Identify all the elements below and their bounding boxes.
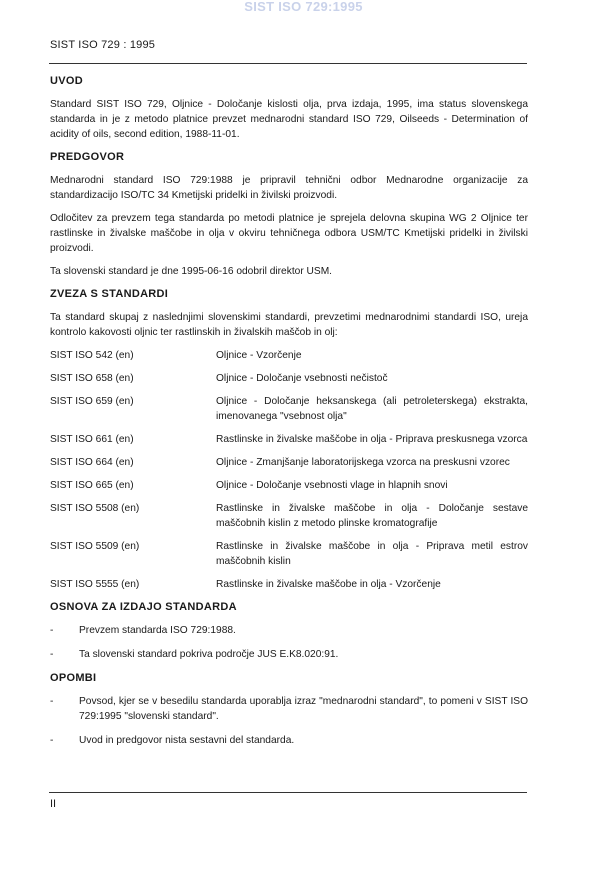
footer-divider (49, 792, 527, 793)
standard-title: Rastlinske in živalske maščobe in olja - Priprava preskusnega vzorca (216, 434, 528, 445)
list-item (50, 623, 528, 638)
page-number: II (50, 798, 57, 810)
section-predgovor (50, 150, 528, 279)
header-divider (49, 63, 527, 64)
standard-code: SIST ISO 5508 (en) (50, 503, 140, 514)
dash-bullet: - (50, 649, 54, 660)
standard-code: SIST ISO 5509 (en) (50, 541, 140, 552)
list-item-text: Prevzem standarda ISO 729:1988. (79, 625, 236, 636)
list-item (50, 647, 528, 662)
zveza-heading: ZVEZA S STANDARDI (50, 288, 169, 300)
zveza-intro: Ta standard skupaj z naslednjimi slovenskimi standardi, prevzetimi mednarodnimi standardi ISO, ureja kontrolo kakovosti oljnic ter rastlinskih in živalskih maščob in olj: (50, 312, 528, 338)
section-osnova (50, 600, 528, 662)
standard-title: Rastlinske in živalske maščobe in olja - Določanje sestave maščobnih kislin z metodo plinske kromatografije (216, 503, 528, 529)
standard-row (50, 348, 528, 363)
predgovor-paragraph: Odločitev za prevzem tega standarda po metodi platnice je sprejela delovna skupina WG 2 Oljnice ter rastlinske in živalske maščobe in olja v okviru tehničnega odbora USM/TC Kmetijski pridelki in živilski proizvodi. (50, 213, 528, 254)
osnova-heading: OSNOVA ZA IZDAJO STANDARDA (50, 601, 237, 613)
standard-title: Oljnice - Določanje vsebnosti vlage in hlapnih snovi (216, 480, 448, 491)
standard-title: Oljnice - Določanje vsebnosti nečistoč (216, 373, 388, 384)
watermark: SIST ISO 729:1995 (244, 0, 363, 14)
predgovor-paragraph: Mednarodni standard ISO 729:1988 je pripravil tehnični odbor Mednarodne organizacije za standardizacijo ISO/TC 34 Kmetijski pridelki in živilski proizvodi. (50, 175, 528, 201)
standard-row (50, 501, 528, 531)
predgovor-paragraph: Ta slovenski standard je dne 1995-06-16 odobril direktor USM. (50, 266, 333, 277)
dash-bullet: - (50, 696, 54, 707)
section-uvod (50, 74, 528, 142)
document-id-header: SIST ISO 729 : 1995 (50, 39, 156, 51)
standard-row (50, 394, 528, 424)
standard-code: SIST ISO 5555 (en) (50, 579, 140, 590)
standard-row (50, 432, 528, 447)
dash-bullet: - (50, 625, 54, 636)
list-item-text: Povsod, kjer se v besedilu standarda uporablja izraz "mednarodni standard", to pomeni v SIST ISO 729:1995 "slovenski standard". (79, 696, 528, 722)
standard-title: Oljnice - Določanje heksanskega (ali petroleterskega) ekstrakta, imenovanega "vsebnost olja" (216, 396, 528, 422)
standard-row (50, 455, 528, 470)
section-zveza (50, 287, 528, 592)
standard-code: SIST ISO 664 (en) (50, 457, 134, 468)
standard-row (50, 478, 528, 493)
standard-title: Oljnice - Vzorčenje (216, 350, 302, 361)
uvod-paragraph: Standard SIST ISO 729, Oljnice - Določanje kislosti olja, prva izdaja, 1995, ima status slovenskega standarda in je z metodo platnice prevzet mednarodni standard ISO 729, Oilseeds - Determination of acidity of oils, second edition, 1988-11-01. (50, 99, 528, 140)
list-item (50, 694, 528, 724)
standard-title: Rastlinske in živalske maščobe in olja - Priprava metil estrov maščobnih kislin (216, 541, 528, 567)
list-item-text: Ta slovenski standard pokriva področje JUS E.K8.020:91. (79, 649, 339, 660)
section-opombi (50, 671, 528, 748)
uvod-heading: UVOD (50, 75, 83, 87)
standard-row (50, 577, 528, 592)
opombi-heading: OPOMBI (50, 672, 97, 684)
standard-code: SIST ISO 665 (en) (50, 480, 134, 491)
document-body (50, 74, 528, 757)
standard-code: SIST ISO 658 (en) (50, 373, 134, 384)
standard-title: Oljnice - Zmanjšanje laboratorijskega vzorca na preskusni vzorec (216, 457, 510, 468)
standard-row (50, 539, 528, 569)
list-item (50, 733, 528, 748)
list-item-text: Uvod in predgovor nista sestavni del standarda. (79, 735, 295, 746)
standard-code: SIST ISO 542 (en) (50, 350, 134, 361)
predgovor-heading: PREDGOVOR (50, 151, 125, 163)
standard-row (50, 371, 528, 386)
standard-code: SIST ISO 661 (en) (50, 434, 134, 445)
dash-bullet: - (50, 735, 54, 746)
standard-title: Rastlinske in živalske maščobe in olja - Vzorčenje (216, 579, 441, 590)
standard-code: SIST ISO 659 (en) (50, 396, 134, 407)
